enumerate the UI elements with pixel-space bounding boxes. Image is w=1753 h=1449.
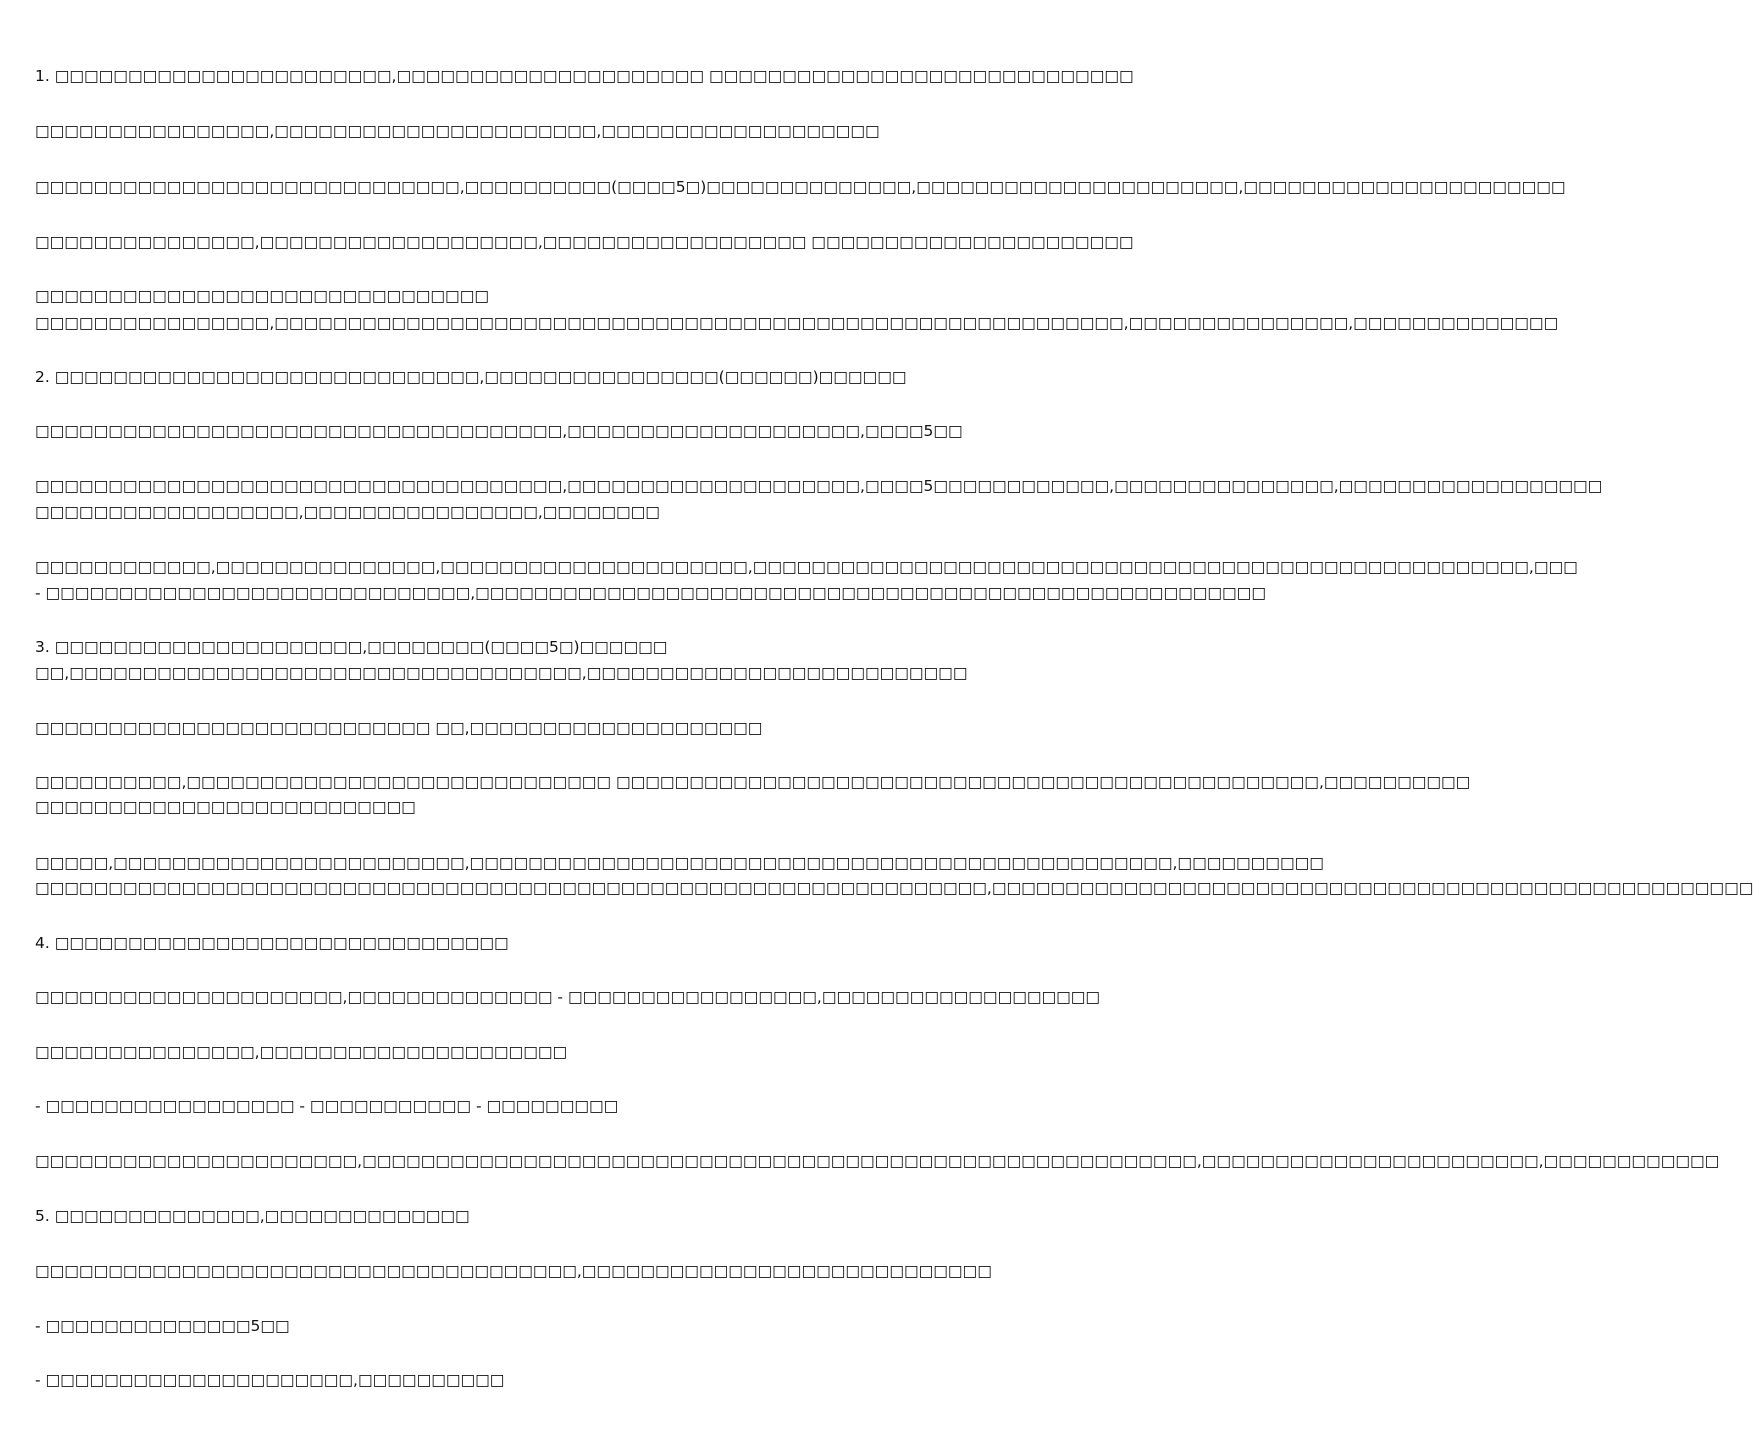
paragraph-line: □□□□□□□□□□□□□□□□□□□□□□□□□□□□□,□□□□□□□□□□(□□□□5□)□□□□□□□□□□□□□□,□□□□□□□□□□□□□□□□□□□□□□,□□□□□□□□□□□□□□□□□□□□□□ xyxy=(35,178,1566,196)
paragraph-line: □□□□□□□□□□□□□□□□□□□□□,□□□□□□□□□□□□□□ - □□□□□□□□□□□□□□□□□,□□□□□□□□□□□□□□□□□□□ xyxy=(35,988,1101,1006)
paragraph-5-heading: 5. □□□□□□□□□□□□□□,□□□□□□□□□□□□□□ xyxy=(35,1207,470,1225)
list-item: - □□□□□□□□□□□□□□□□□□□□□□□□□□□□□,□□□□□□□□□□□□□□□□□□□□□□□□□□□□□□□□□□□□□□□□□□□□□□□□□□□□□□ xyxy=(35,584,1266,602)
paragraph-line: □□□□□□□□□□□□□□□,□□□□□□□□□□□□□□□□□□□,□□□□□□□□□□□□□□□□□□ □□□□□□□□□□□□□□□□□□□□□□ xyxy=(35,233,1134,251)
paragraph-line: □□□□□□□□□□□□□□□□,□□□□□□□□□□□□□□□□□□□□□□,□□□□□□□□□□□□□□□□□□□ xyxy=(35,122,880,140)
paragraph-line: □□□□□□□□□□□□□□□□□□□□□□□□□□□□□□□□□□□□,□□□□□□□□□□□□□□□□□□□□,□□□□5□□□□□□□□□□□□,□□□□□□□□□□□□□□□,□□□□□□□□□□□□□□□□□□ xyxy=(35,477,1603,495)
paragraph-line: □□□□□□□□□□□□□□□□□□□□□□□□□□□□□□□□□□□□□□□□□□□□□□□□□□□□□□□□□□□□□□□□□,□□□□□□□□□□□□□□□□□□□□□□□□□□□□□□□□□□□□□□□□□□□□□□□□□□□□ xyxy=(35,879,1753,897)
list-item: - □□□□□□□□□□□□□□5□□ xyxy=(35,1317,290,1335)
paragraph-2-heading: 2. □□□□□□□□□□□□□□□□□□□□□□□□□□□□□,□□□□□□□□□□□□□□□□(□□□□□□)□□□□□□ xyxy=(35,368,907,386)
paragraph-4-heading: 4. □□□□□□□□□□□□□□□□□□□□□□□□□□□□□□□ xyxy=(35,934,509,952)
paragraph-line: □□□□□□□□□□□□□□□□□□,□□□□□□□□□□□□□□□□,□□□□□□□□ xyxy=(35,503,660,521)
paragraph-line: □□,□□□□□□□□□□□□□□□□□□□□□□□□□□□□□□□□□□□,□□□□□□□□□□□□□□□□□□□□□□□□□□ xyxy=(35,664,968,682)
paragraph-line: □□□□□,□□□□□□□□□□□□□□□□□□□□□□□□,□□□□□□□□□□□□□□□□□□□□□□□□□□□□□□□□□□□□□□□□□□□□□□□□,□□□□□□□□□□ xyxy=(35,854,1324,872)
paragraph-1-heading: 1. □□□□□□□□□□□□□□□□□□□□□□□,□□□□□□□□□□□□□□□□□□□□□ □□□□□□□□□□□□□□□□□□□□□□□□□□□□□ xyxy=(35,67,1134,85)
paragraph-line: □□□□□□□□□□□□□□□□□□□□□□□□□□ xyxy=(35,798,416,816)
paragraph-line: □□□□□□□□□□□□□□□□,□□□□□□□□□□□□□□□□□□□□□□□□□□□□□□□□□□□□□□□□□□□□□□□□□□□□□□□□□□,□□□□□□□□□□□□□□□,□□□□□□□□□□□□□□ xyxy=(35,314,1559,332)
list-item: - □□□□□□□□□□□□□□□□□ - □□□□□□□□□□□ - □□□□□□□□□ xyxy=(35,1097,619,1115)
paragraph-line: □□□□□□□□□□□□□□□□□□□□□□□□□□□□□□□□□□□□,□□□□□□□□□□□□□□□□□□□□,□□□□5□□ xyxy=(35,422,963,440)
paragraph-line: □□□□□□□□□□□□□□□□□□□□□□□□□□□ □□,□□□□□□□□□□□□□□□□□□□□ xyxy=(35,719,763,737)
paragraph-line: □□□□□□□□□□□□□□□□□□□□□□□□□□□□□□□ xyxy=(35,287,489,305)
paragraph-line: □□□□□□□□□□□□,□□□□□□□□□□□□□□□,□□□□□□□□□□□□□□□□□□□□□,□□□□□□□□□□□□□□□□□□□□□□□□□□□□□□□□□□□□□□□□□□□□□□□□□□□□□,□□□ xyxy=(35,558,1578,576)
paragraph-line: □□□□□□□□□□□□□□□□□□□□□□□□□□□□□□□□□□□□□,□□□□□□□□□□□□□□□□□□□□□□□□□□□□ xyxy=(35,1262,992,1280)
paragraph-line: □□□□□□□□□□,□□□□□□□□□□□□□□□□□□□□□□□□□□□□□ □□□□□□□□□□□□□□□□□□□□□□□□□□□□□□□□□□□□□□□□□□□□□□□□,□□□□□□□□□□ xyxy=(35,773,1471,791)
list-item: - □□□□□□□□□□□□□□□□□□□□□,□□□□□□□□□□ xyxy=(35,1371,505,1389)
paragraph-line: □□□□□□□□□□□□□□□□□□□□□□,□□□□□□□□□□□□□□□□□□□□□□□□□□□□□□□□□□□□□□□□□□□□□□□□□□□□□□□□□,□□□□□□□□□□□□□□□□□□□□□□□,□□□□□□□□□□□□ xyxy=(35,1152,1720,1170)
paragraph-line: □□□□□□□□□□□□□□□,□□□□□□□□□□□□□□□□□□□□□ xyxy=(35,1043,568,1061)
paragraph-3-heading: 3. □□□□□□□□□□□□□□□□□□□□□,□□□□□□□□(□□□□5□)□□□□□□ xyxy=(35,638,668,656)
